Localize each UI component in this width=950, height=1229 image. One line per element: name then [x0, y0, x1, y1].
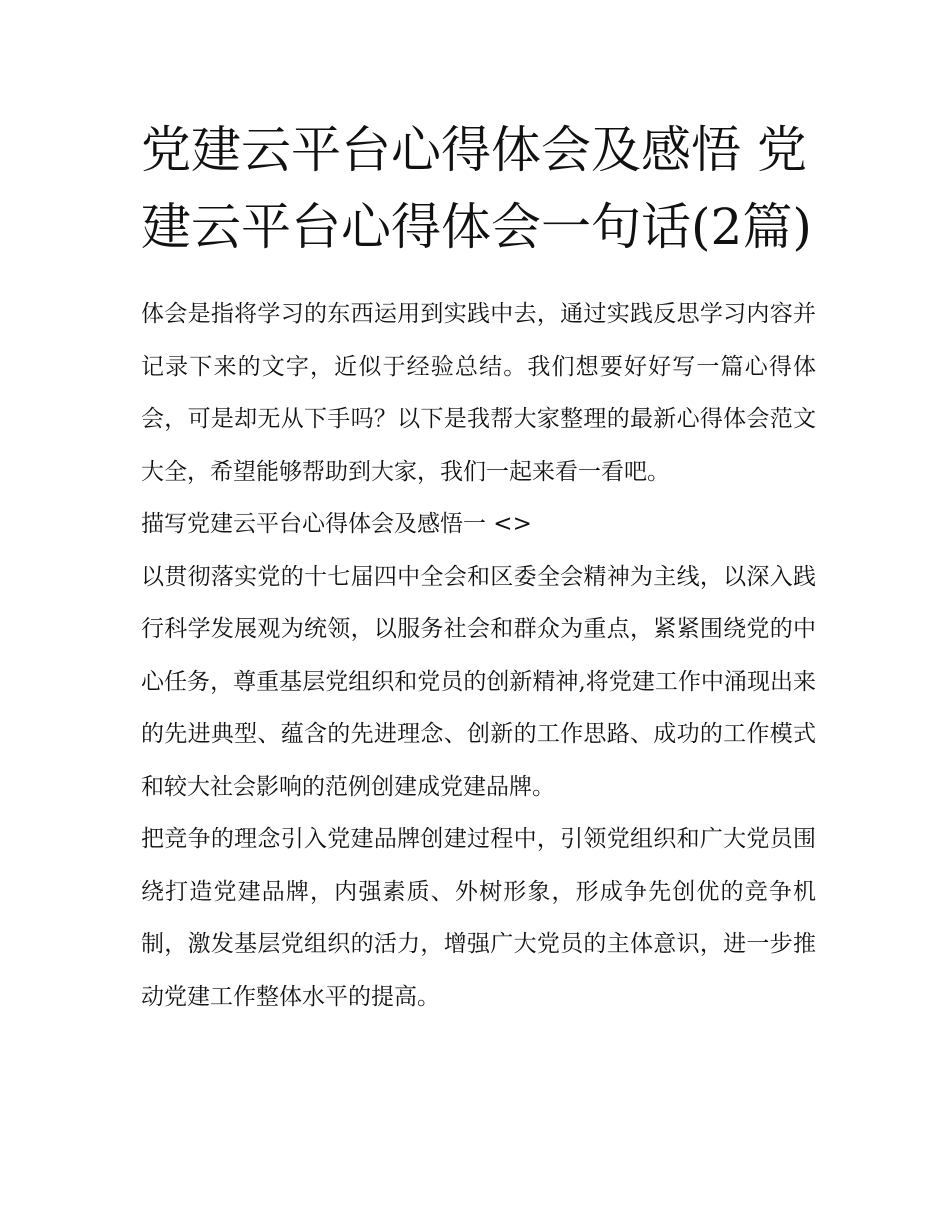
document-content: [141, 112, 816, 1023]
body-paragraph-2: 把竞争的理念引入党建品牌创建过程中，引领党组织和广大党员围绕打造党建品牌，内强素质、外树形象，形成争先创优的竞争机制，激发基层党组织的活力，增强广大党员的主体意识，进一步推动党建工作整体水平的提高。: [141, 826, 816, 1010]
document-title: 党建云平台心得体会及感悟 党建云平台心得体会一句话(2篇): [141, 121, 812, 256]
section-heading: 描写党建云平台心得体会及感悟一 <>: [141, 511, 532, 537]
intro-paragraph: 体会是指将学习的东西运用到实践中去，通过实践反思学习内容并记录下来的文字，近似于经验总结。我们想要好好写一篇心得体会，可是却无从下手吗？以下是我帮大家整理的最新心得体会范文大全，希望能够帮助到大家，我们一起来看一看吧。: [141, 301, 816, 485]
body-paragraph-1: 以贯彻落实党的十七届四中全会和区委全会精神为主线，以深入践行科学发展观为统领，以服务社会和群众为重点，紧紧围绕党的中心任务，尊重基层党组织和党员的创新精神,将党建工作中涌现出来的先进典型、蕴含的先进理念、创新的工作思路、成功的工作模式和较大社会影响的范例创建成党建品牌。: [141, 563, 816, 800]
